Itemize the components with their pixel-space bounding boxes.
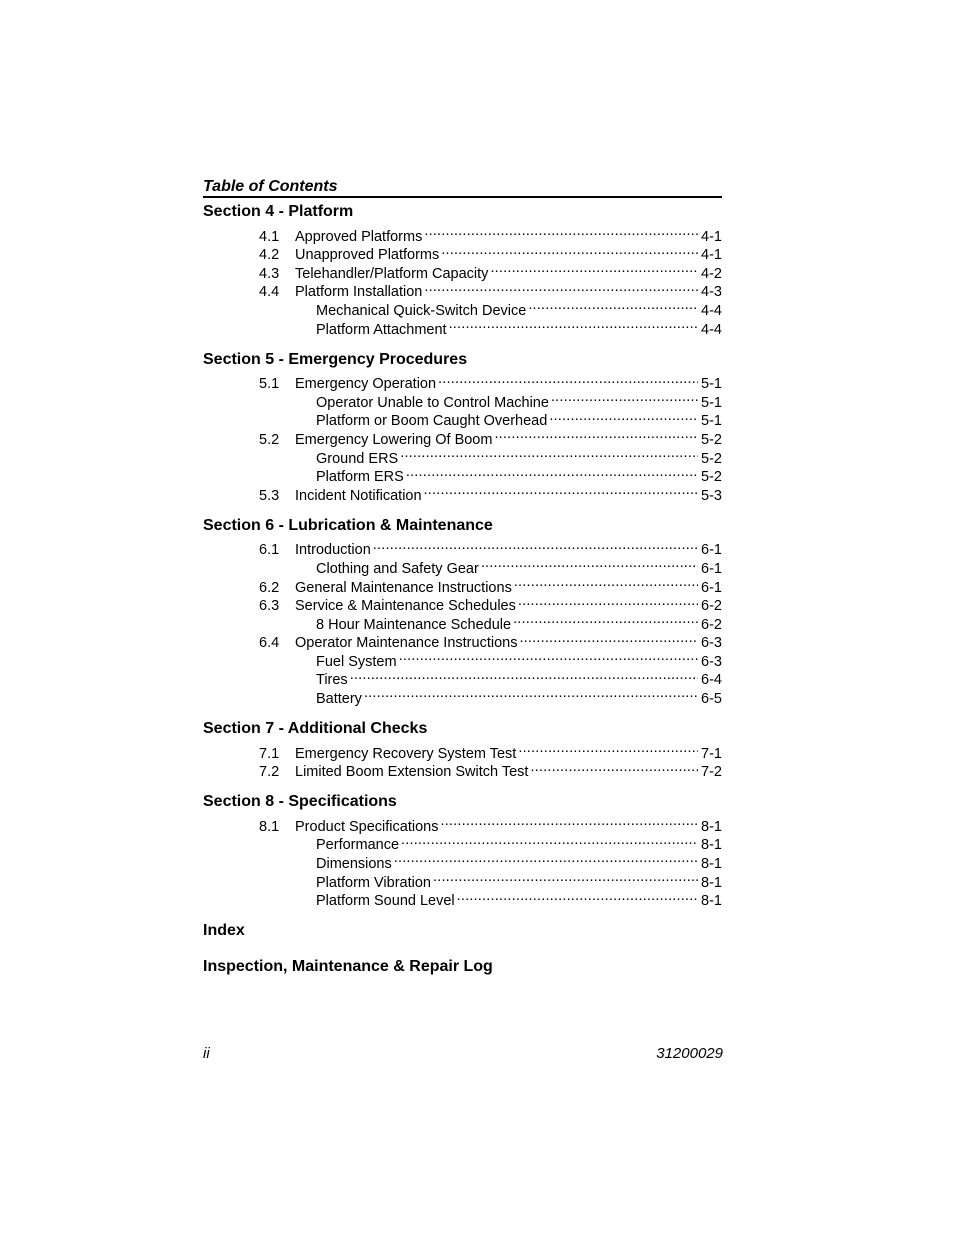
dot-leader (406, 463, 698, 482)
entry-title: Mechanical Quick-Switch Device (316, 302, 527, 319)
section-title[interactable]: Section 8 - Specifications (203, 793, 397, 811)
entry-page: 6-4 (701, 672, 722, 689)
entry-title: Platform ERS (316, 469, 404, 486)
toc-entry[interactable] (203, 481, 722, 504)
entry-number: 6.1 (259, 542, 280, 559)
entry-title: Tires (316, 672, 348, 689)
entry-title: Clothing and Safety Gear (316, 560, 479, 577)
entry-page: 6-2 (701, 616, 722, 633)
entry-number: 4.2 (259, 247, 280, 264)
entry-page: 8-1 (701, 837, 722, 854)
entry-title: General Maintenance Instructions (295, 579, 512, 596)
entry-page: 4-2 (701, 265, 722, 282)
toc-subentry[interactable] (203, 463, 722, 486)
entry-page: 6-2 (701, 598, 722, 615)
entry-title: Service & Maintenance Schedules (295, 598, 516, 615)
entry-page: 8-1 (701, 818, 722, 835)
toc-subentry[interactable] (203, 868, 722, 891)
entry-page: 6-3 (701, 635, 722, 652)
dot-leader (441, 241, 698, 260)
toc-section (203, 202, 722, 338)
entry-title: Emergency Recovery System Test (295, 745, 517, 762)
dot-leader (518, 739, 698, 758)
entry-title: Incident Notification (295, 487, 422, 504)
page-footer (203, 1044, 723, 1064)
entry-page: 6-1 (701, 579, 722, 596)
toc-section (203, 350, 722, 504)
entry-page: 6-3 (701, 653, 722, 670)
toc-entry[interactable] (203, 536, 722, 559)
dot-leader (514, 573, 698, 592)
entry-number: 4.4 (259, 284, 280, 301)
section-title[interactable]: Section 5 - Emergency Procedures (203, 350, 468, 368)
entry-page: 5-1 (701, 394, 722, 411)
entry-title: Fuel System (316, 653, 397, 670)
entry-number: 5.3 (259, 487, 280, 504)
dot-leader (433, 868, 698, 887)
entry-title: Platform or Boom Caught Overhead (316, 413, 548, 430)
entry-number: 6.3 (259, 598, 280, 615)
entry-number: 5.2 (259, 431, 280, 448)
entry-title: Battery (316, 691, 362, 708)
entry-title: Unapproved Platforms (295, 247, 440, 264)
running-header: Table of Contents (203, 176, 722, 198)
toc-subentry[interactable] (203, 684, 722, 708)
entry-number: 6.2 (259, 579, 280, 596)
entry-title: Emergency Lowering Of Boom (295, 431, 493, 448)
entry-number: 7.1 (259, 745, 280, 762)
toc-log-heading[interactable]: Inspection, Maintenance & Repair Log (203, 958, 493, 976)
dot-leader (424, 481, 698, 500)
entry-title: Introduction (295, 542, 371, 559)
section-title[interactable]: Section 6 - Lubrication & Maintenance (203, 516, 493, 534)
entry-title: Ground ERS (316, 450, 399, 467)
dot-leader (481, 554, 698, 573)
dot-leader (438, 370, 698, 389)
toc-subentry[interactable] (203, 849, 722, 873)
toc-section (203, 792, 722, 910)
dot-leader (424, 222, 698, 241)
entry-page: 6-1 (701, 560, 722, 577)
entry-number: 7.2 (259, 764, 280, 781)
entry-title: Platform Installation (295, 284, 423, 301)
entry-title: Operator Maintenance Instructions (295, 635, 518, 652)
entry-page: 6-5 (701, 691, 722, 708)
entry-page: 8-1 (701, 893, 722, 910)
dot-leader (394, 849, 698, 868)
dot-leader (518, 592, 698, 611)
toc-entry[interactable] (203, 812, 722, 835)
dot-leader (399, 647, 698, 666)
entry-number: 6.4 (259, 635, 280, 652)
entry-title: Platform Vibration (316, 874, 431, 891)
toc-sections (203, 202, 722, 910)
entry-page: 8-1 (701, 856, 722, 873)
entry-title: Platform Sound Level (316, 893, 455, 910)
entry-title: Emergency Operation (295, 376, 437, 393)
dot-leader (494, 425, 698, 444)
dot-leader (519, 629, 698, 648)
entry-page: 4-3 (701, 284, 722, 301)
dot-leader (513, 610, 698, 629)
dot-leader (440, 812, 698, 831)
entry-title: 8 Hour Maintenance Schedule (316, 616, 512, 633)
entry-title: Limited Boom Extension Switch Test (295, 764, 529, 781)
toc-section (203, 719, 722, 781)
entry-title: Performance (316, 837, 400, 854)
entry-title: Approved Platforms (295, 228, 423, 245)
entry-page: 4-4 (701, 321, 722, 338)
toc-subentry[interactable] (203, 666, 722, 689)
toc-subentry[interactable] (203, 315, 722, 338)
dot-leader (449, 315, 698, 334)
entry-page: 8-1 (701, 874, 722, 891)
toc-index-heading[interactable]: Index (203, 922, 245, 940)
section-title[interactable]: Section 7 - Additional Checks (203, 720, 428, 738)
entry-page: 7-2 (701, 764, 722, 781)
entry-page: 4-1 (701, 247, 722, 264)
entry-title: Platform Attachment (316, 321, 447, 338)
dot-leader (401, 831, 698, 850)
entry-page: 5-1 (701, 413, 722, 430)
entry-title: Dimensions (316, 856, 392, 873)
entry-number: 4.1 (259, 228, 280, 245)
dot-leader (528, 296, 698, 315)
dot-leader (490, 259, 698, 278)
dot-leader (551, 388, 698, 407)
toc-entry[interactable] (203, 739, 722, 762)
entry-page: 4-1 (701, 228, 722, 245)
toc-page (203, 176, 722, 993)
entry-page: 5-2 (701, 450, 722, 467)
toc-section (203, 516, 722, 708)
entry-number: 8.1 (259, 818, 280, 835)
toc-entry[interactable] (203, 222, 722, 245)
entry-page: 5-1 (701, 376, 722, 393)
section-title[interactable]: Section 4 - Platform (203, 203, 354, 220)
footer-page-number: ii (203, 1045, 210, 1062)
dot-leader (364, 684, 698, 703)
entry-title: Operator Unable to Control Machine (316, 394, 549, 411)
entry-page: 5-2 (701, 431, 722, 448)
dot-leader (530, 758, 698, 777)
entry-page: 6-1 (701, 542, 722, 559)
dot-leader (549, 407, 698, 426)
entry-page: 4-4 (701, 302, 722, 319)
dot-leader (424, 278, 698, 297)
toc-entry[interactable] (203, 370, 722, 393)
dot-leader (350, 666, 698, 685)
entry-number: 4.3 (259, 265, 280, 282)
entry-page: 5-3 (701, 487, 722, 504)
entry-page: 7-1 (701, 745, 722, 762)
footer-doc-number: 31200029 (656, 1045, 723, 1062)
entry-title: Telehandler/Platform Capacity (295, 265, 489, 282)
toc-subentry[interactable] (203, 887, 722, 910)
entry-title: Product Specifications (295, 818, 439, 835)
dot-leader (457, 887, 698, 906)
dot-leader (373, 536, 698, 555)
entry-page: 5-2 (701, 469, 722, 486)
dot-leader (400, 444, 698, 463)
entry-number: 5.1 (259, 376, 280, 393)
